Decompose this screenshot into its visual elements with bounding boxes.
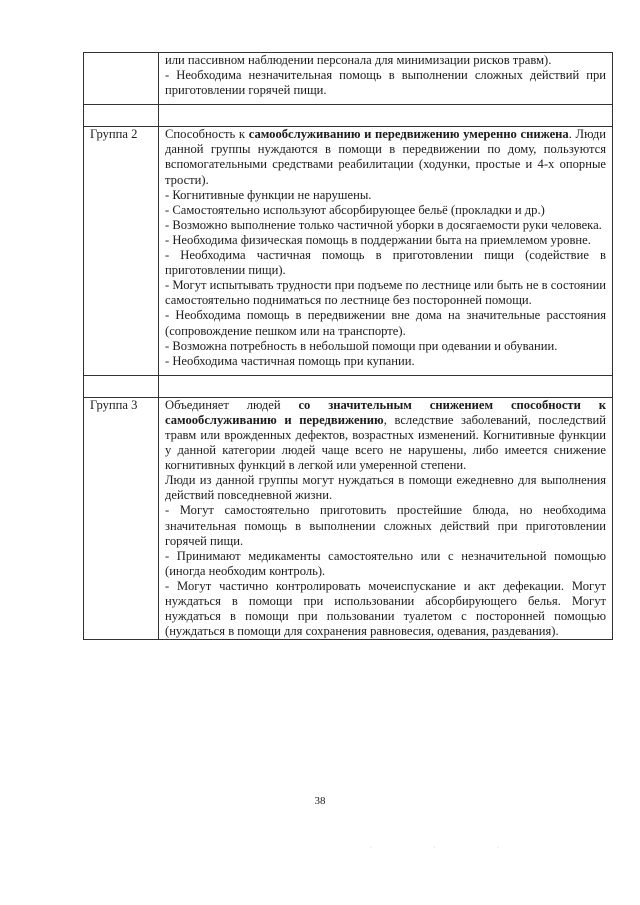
description-cell [159,53,613,105]
table-row [84,397,613,640]
paragraph: - Принимают медикаменты самостоятельно или с незначительной помощью (иногда необходим контроль). [165,548,606,578]
emphasis-text: со значительным снижением способности к самообслуживанию и передвижению [165,397,607,427]
paragraph: - Необходима помощь в передвижении вне дома на значительные расстояния (сопровождение пешком или на транспорте). [165,308,606,338]
group-cell: Группа 2 [84,127,159,376]
description-cell [159,397,613,640]
paragraph: - Могут частично контролировать мочеиспускание и акт дефекации. Могут нуждаться в помощи при использовании абсорбирующего белья. Могут нуждаться в помощи при пользовании туалетом с посторонней помощью (нуждаться в помощи для сохранения равновесия, одевания, раздевания). [165,578,606,639]
paragraph: - Самостоятельно используют абсорбирующее бельё (прокладки и др.) [165,202,545,217]
paragraph: Объединяет людей со значительным снижением способности к самообслуживанию и передвижению, вследствие заболеваний, последствий травм или врожденных дефектов, возрастных изменений. Когнитивные функции у данной категории людей чаще всего не нарушены, либо имеется снижение когнитивных функций в легкой или умеренной степени. [165,397,607,473]
groups-table [83,52,613,640]
paragraph: - Необходима частичная помощь в приготовлении пищи (содействие в приготовлении пищи). [165,248,606,278]
page-number: 38 [314,795,326,807]
paragraph: или пассивном наблюдении персонала для минимизации рисков травм). [165,53,552,67]
table-row [84,127,613,376]
paragraph: - Когнитивные функции не нарушены. [165,187,372,202]
row-gap [84,375,613,397]
row-gap [84,105,613,127]
scan-specks: · · · [370,845,529,851]
group-cell: Группа 3 [84,397,159,640]
paragraph: Люди из данной группы могут нуждаться в помощи ежедневно для выполнения действий повседневной жизни. [165,473,606,503]
paragraph: - Возможна потребность в небольшой помощи при одевании и обувании. [165,338,558,353]
paragraph: - Необходима частичная помощь при купании. [165,353,415,368]
table-row [84,53,613,105]
paragraph: - Необходима незначительная помощь в выполнении сложных действий при приготовлении горячей пищи. [165,68,606,98]
paragraph: - Могут самостоятельно приготовить простейшие блюда, но необходима значительная помощь в выполнении сложных действий при приготовлении горячей пищи. [165,503,606,548]
emphasis-text: самообслуживанию и передвижению умеренно снижена [248,127,569,142]
description-cell [159,127,613,376]
paragraph: - Возможно выполнение только частичной уборки в досягаемости руки человека. [165,217,602,232]
paragraph: - Могут испытывать трудности при подъеме по лестнице или быть не в состоянии самостоятельно подниматься по лестнице без посторонней помощи. [165,278,606,308]
group-cell [84,53,159,105]
paragraph: - Необходима физическая помощь в поддержании быта на приемлемом уровне. [165,232,591,247]
paragraph: Способность к самообслуживанию и передвижению умеренно снижена. Люди данной группы нуждаются в помощи в передвижении по дому, пользуются вспомогательными средствами реабилитации (ходунки, простые и 4-х опорные трости). [165,127,606,187]
